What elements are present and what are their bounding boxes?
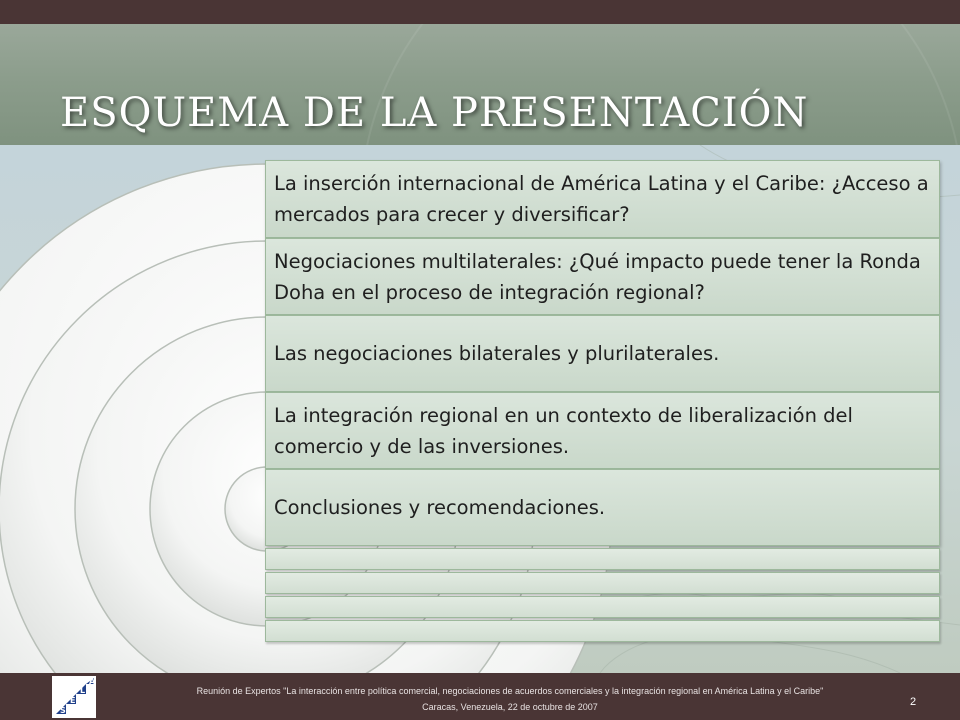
sela-logo bbox=[52, 676, 96, 718]
logo-letter-l: L bbox=[80, 686, 86, 695]
footer-bar bbox=[0, 673, 960, 720]
decorative-strip-4 bbox=[265, 620, 940, 642]
agenda-item-3 bbox=[265, 315, 940, 392]
page-title: ESQUEMA DE LA PRESENTACIÓN bbox=[60, 90, 809, 136]
top-frame-bar bbox=[0, 0, 960, 24]
logo-letter-a: A bbox=[89, 677, 96, 686]
agenda-item-1 bbox=[265, 160, 940, 238]
agenda-item-3-text: Las negociaciones bilaterales y plurilaterales. bbox=[274, 342, 720, 365]
agenda-item-5-text: Conclusiones y recomendaciones. bbox=[274, 496, 606, 519]
footer-location-date: Caracas, Venezuela, 22 de octubre de 2007 bbox=[422, 702, 598, 712]
agenda-item-4 bbox=[265, 392, 940, 469]
agenda-item-2 bbox=[265, 238, 940, 315]
page-number: 2 bbox=[910, 696, 917, 708]
logo-letter-e: E bbox=[70, 696, 76, 705]
agenda-item-2-text: Negociaciones multilaterales: ¿Qué impacto puede tener la Ronda Doha en el proceso de integración regional? bbox=[274, 249, 921, 304]
decorative-strip-1 bbox=[265, 548, 940, 570]
agenda-item-1-text: La inserción internacional de América Latina y el Caribe: ¿Acceso a mercados para crecer y diversificar? bbox=[274, 172, 929, 226]
decorative-strip-3 bbox=[265, 596, 940, 618]
logo-letter-s: S bbox=[60, 706, 66, 715]
footer-event-title: Reunión de Expertos "La interacción entre política comercial, negociaciones de acuerdos comerciales y la integración regional en América Latina y el Caribe" bbox=[196, 686, 824, 696]
title-band bbox=[0, 24, 960, 145]
content-area bbox=[0, 145, 960, 673]
agenda-item-4-text: La integración regional en un contexto de liberalización del comercio y de las inversiones. bbox=[274, 403, 853, 458]
decorative-strip-2 bbox=[265, 572, 940, 594]
agenda-item-5 bbox=[265, 469, 940, 546]
